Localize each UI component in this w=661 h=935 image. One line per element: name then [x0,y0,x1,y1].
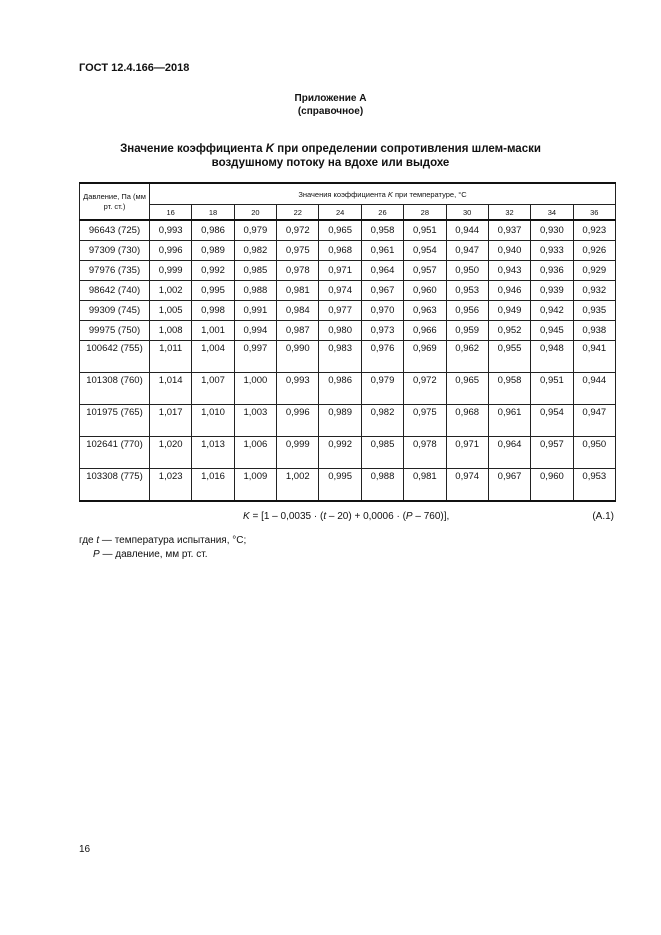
coefficient-cell: 0,993 [277,373,319,405]
coefficient-cell: 0,981 [277,281,319,301]
coefficient-cell: 0,958 [488,373,530,405]
coefficient-cell: 0,967 [361,281,403,301]
coefficient-cell: 0,950 [446,261,488,281]
coefficient-cell: 0,997 [234,341,276,373]
annex-subtitle: (справочное) [297,106,364,117]
coefficient-cell: 1,006 [234,437,276,469]
coefficient-cell: 0,948 [531,341,573,373]
pressure-cell: 101308 (760) [80,373,150,405]
temperature-header-cell: 34 [531,205,573,221]
coefficient-cell: 0,979 [234,220,276,241]
formula-a1: K = [1 – 0,0035 · (t – 20) + 0,0006 · (P – 760)], [243,511,450,522]
coefficient-cell: 0,978 [277,261,319,281]
coefficient-cell: 1,013 [192,437,234,469]
coefficient-cell: 0,961 [361,241,403,261]
coefficient-cell: 0,953 [573,469,615,502]
table-row [80,405,616,437]
temperature-header-cell: 20 [234,205,276,221]
coefficient-cell: 0,972 [404,373,446,405]
coefficient-cell: 0,979 [361,373,403,405]
coefficient-cell: 0,952 [488,321,530,341]
pressure-cell: 97976 (735) [80,261,150,281]
coefficient-cell: 0,941 [573,341,615,373]
coefficient-cell: 0,946 [488,281,530,301]
coefficient-cell: 0,950 [573,437,615,469]
coefficient-cell: 0,937 [488,220,530,241]
coefficient-cell: 0,983 [319,341,361,373]
coefficient-cell: 0,998 [192,301,234,321]
legend-p: P — давление, мм рт. ст. [93,549,208,560]
coefficient-cell: 0,944 [446,220,488,241]
legend-t: где t — температура испытания, °С; [79,535,247,546]
coefficient-cell: 0,984 [277,301,319,321]
coefficient-cell: 0,935 [573,301,615,321]
coefficient-cell: 0,974 [446,469,488,502]
coefficient-cell: 1,023 [150,469,192,502]
coefficient-cell: 0,940 [488,241,530,261]
formula-number: (А.1) [592,511,614,522]
coefficient-cell: 0,980 [319,321,361,341]
pressure-cell: 97309 (730) [80,241,150,261]
coefficient-cell: 0,953 [446,281,488,301]
coefficient-cell: 0,978 [404,437,446,469]
pressure-cell: 98642 (740) [80,281,150,301]
coefficient-cell: 1,016 [192,469,234,502]
coefficient-table [79,182,616,502]
coefficient-cell: 1,004 [192,341,234,373]
coefficient-cell: 1,009 [234,469,276,502]
page-number: 16 [79,844,91,855]
coefficient-cell: 0,999 [150,261,192,281]
coefficient-cell: 0,947 [573,405,615,437]
table-row [80,469,616,502]
table-body [80,220,616,501]
coefficient-cell: 0,954 [531,405,573,437]
coefficient-cell: 0,977 [319,301,361,321]
coefficient-cell: 0,958 [361,220,403,241]
coefficient-cell: 0,955 [488,341,530,373]
table-row [80,261,616,281]
coefficient-cell: 0,982 [361,405,403,437]
coefficient-cell: 0,947 [446,241,488,261]
temperature-header-cell: 36 [573,205,615,221]
coefficient-cell: 0,944 [573,373,615,405]
coefficient-cell: 0,942 [531,301,573,321]
coefficient-cell: 0,975 [404,405,446,437]
temperature-header-cell: 24 [319,205,361,221]
pressure-cell: 99309 (745) [80,301,150,321]
coefficient-cell: 0,995 [192,281,234,301]
coefficient-cell: 0,987 [277,321,319,341]
table-row [80,220,616,241]
coefficient-cell: 0,932 [573,281,615,301]
coefficient-cell: 0,971 [319,261,361,281]
temperature-header-cell: 18 [192,205,234,221]
coefficient-cell: 0,968 [319,241,361,261]
coefficient-cell: 0,938 [573,321,615,341]
coefficient-cell: 0,961 [488,405,530,437]
coefficient-cell: 0,964 [488,437,530,469]
coefficient-cell: 0,956 [446,301,488,321]
coefficient-cell: 1,011 [150,341,192,373]
coefficient-cell: 0,965 [319,220,361,241]
pressure-cell: 102641 (770) [80,437,150,469]
pressure-cell: 96643 (725) [80,220,150,241]
coefficient-cell: 0,992 [319,437,361,469]
pressure-cell: 103308 (775) [80,469,150,502]
coefficient-cell: 0,993 [150,220,192,241]
table-row [80,241,616,261]
table-row [80,437,616,469]
pressure-cell: 100642 (755) [80,341,150,373]
coefficient-cell: 0,982 [234,241,276,261]
table-row [80,301,616,321]
annex-heading [0,92,661,118]
coefficient-cell: 0,933 [531,241,573,261]
coefficient-cell: 0,966 [404,321,446,341]
coefficient-cell: 0,930 [531,220,573,241]
coefficient-cell: 0,999 [277,437,319,469]
coefficient-cell: 0,972 [277,220,319,241]
coefficient-cell: 0,945 [531,321,573,341]
coefficient-cell: 0,995 [319,469,361,502]
coefficient-cell: 1,003 [234,405,276,437]
coefficient-cell: 0,960 [531,469,573,502]
coefficient-cell: 0,936 [531,261,573,281]
coefficient-cell: 0,969 [404,341,446,373]
temperature-group-header: Значения коэффициента K при температуре, °С [150,183,616,205]
coefficient-cell: 1,007 [192,373,234,405]
coefficient-cell: 0,988 [234,281,276,301]
coefficient-cell: 0,989 [192,241,234,261]
coefficient-cell: 0,943 [488,261,530,281]
coefficient-cell: 0,968 [446,405,488,437]
coefficient-cell: 0,996 [150,241,192,261]
coefficient-cell: 0,985 [234,261,276,281]
pressure-cell: 101975 (765) [80,405,150,437]
coefficient-cell: 0,986 [319,373,361,405]
coefficient-cell: 1,001 [192,321,234,341]
annex-title: Приложение А [294,93,367,104]
coefficient-cell: 0,963 [404,301,446,321]
coefficient-cell: 0,975 [277,241,319,261]
coefficient-cell: 0,988 [361,469,403,502]
temperature-header-cell: 30 [446,205,488,221]
coefficient-cell: 0,990 [277,341,319,373]
temperature-header-row [80,205,616,221]
coefficient-cell: 0,992 [192,261,234,281]
coefficient-cell: 0,923 [573,220,615,241]
coefficient-cell: 0,986 [192,220,234,241]
coefficient-cell: 0,991 [234,301,276,321]
temperature-header-cell: 28 [404,205,446,221]
table-row [80,321,616,341]
coefficient-cell: 0,964 [361,261,403,281]
coefficient-cell: 0,960 [404,281,446,301]
table-title-line2: воздушному потоку на вдохе или выдохе [211,157,450,169]
coefficient-cell: 0,985 [361,437,403,469]
coefficient-cell: 0,994 [234,321,276,341]
coefficient-cell: 0,976 [361,341,403,373]
coefficient-cell: 0,954 [404,241,446,261]
pressure-column-header: Давление, Па (мм рт. ст.) [80,183,150,220]
coefficient-cell: 0,996 [277,405,319,437]
pressure-cell: 99975 (750) [80,321,150,341]
coefficient-cell: 0,929 [573,261,615,281]
coefficient-cell: 1,014 [150,373,192,405]
coefficient-cell: 0,965 [446,373,488,405]
coefficient-cell: 0,951 [404,220,446,241]
coefficient-cell: 0,974 [319,281,361,301]
temperature-header-cell: 22 [277,205,319,221]
coefficient-cell: 0,957 [404,261,446,281]
table-row [80,341,616,373]
coefficient-cell: 1,002 [150,281,192,301]
coefficient-cell: 1,020 [150,437,192,469]
coefficient-cell: 0,989 [319,405,361,437]
coefficient-cell: 1,000 [234,373,276,405]
coefficient-cell: 1,017 [150,405,192,437]
coefficient-cell: 0,959 [446,321,488,341]
coefficient-cell: 1,005 [150,301,192,321]
coefficient-cell: 1,008 [150,321,192,341]
table-title-line1: Значение коэффициента K при определении сопротивления шлем-маски [120,143,541,155]
temperature-header-cell: 16 [150,205,192,221]
table-row [80,281,616,301]
coefficient-cell: 0,957 [531,437,573,469]
temperature-header-cell: 26 [361,205,403,221]
table-row [80,373,616,405]
coefficient-cell: 0,926 [573,241,615,261]
standard-designation: ГОСТ 12.4.166—2018 [79,62,190,74]
coefficient-cell: 0,970 [361,301,403,321]
coefficient-cell: 1,010 [192,405,234,437]
temperature-header-cell: 32 [488,205,530,221]
coefficient-cell: 0,973 [361,321,403,341]
coefficient-cell: 0,967 [488,469,530,502]
coefficient-cell: 0,949 [488,301,530,321]
coefficient-cell: 0,962 [446,341,488,373]
table-title [0,142,661,170]
coefficient-cell: 0,939 [531,281,573,301]
coefficient-cell: 0,971 [446,437,488,469]
coefficient-cell: 1,002 [277,469,319,502]
coefficient-cell: 0,981 [404,469,446,502]
coefficient-cell: 0,951 [531,373,573,405]
